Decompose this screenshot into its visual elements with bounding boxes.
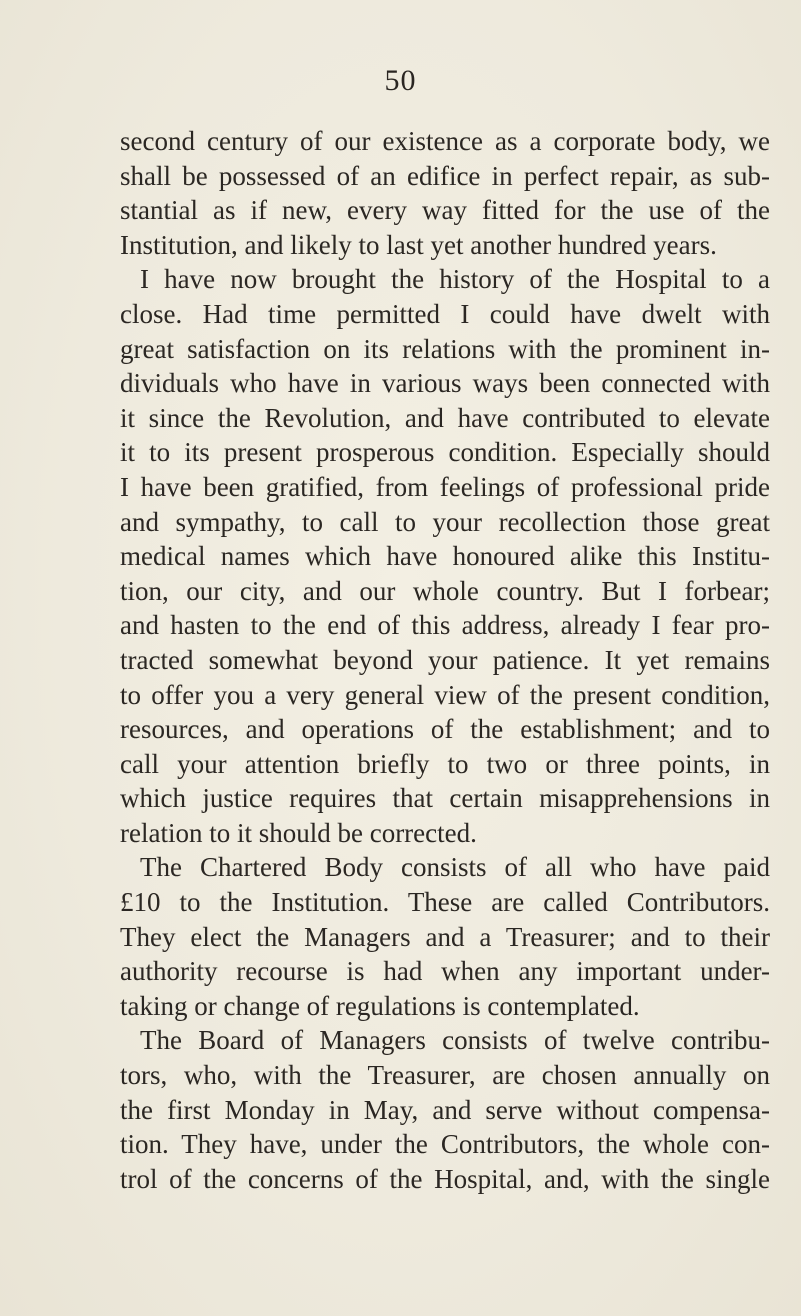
text-line: it since the Revolution, and have contributed to elevate	[120, 402, 770, 433]
text-line: trol of the concerns of the Hospital, and, with the single	[120, 1163, 770, 1194]
text-line: tion. They have, under the Contributors, the whole con-	[120, 1129, 770, 1160]
text-line: close. Had time permitted I could have dwelt with	[120, 298, 770, 329]
text-line: second century of our existence as a corporate body, we	[120, 126, 770, 156]
text-line: medical names which have honoured alike this Institu-	[120, 541, 770, 572]
text-line: and hasten to the end of this address, already I fear pro-	[120, 610, 770, 641]
text-line: tracted somewhat beyond your patience. It yet remains	[120, 644, 770, 675]
text-line: £10 to the Institution. These are called Contributors.	[120, 887, 770, 918]
text-line: dividuals who have in various ways been connected with	[120, 368, 770, 399]
text-line: the first Monday in May, and serve without compensa-	[120, 1094, 770, 1125]
text-line: great satisfaction on its relations with the prominent in-	[120, 333, 770, 364]
text-line: resources, and operations of the establishment; and to	[120, 714, 770, 745]
text-line: I have now brought the history of the Hospital to a	[140, 264, 770, 295]
text-line: shall be possessed of an edifice in perfect repair, as sub-	[120, 160, 770, 191]
text-line: to offer you a very general view of the present condition,	[120, 679, 770, 710]
page-number: 50	[384, 64, 417, 97]
body-text	[120, 124, 770, 1196]
text-line: relation to it should be corrected.	[120, 817, 477, 848]
text-line: it to its present prosperous condition. Especially should	[120, 437, 770, 468]
text-line: Institution, and likely to last yet another hundred years.	[120, 229, 717, 260]
text-line: call your attention briefly to two or three points, in	[120, 748, 770, 779]
text-line: authority recourse is had when any important under-	[120, 956, 770, 987]
text-line: tion, our city, and our whole country. But I forbear;	[120, 575, 770, 606]
text-line: The Chartered Body consists of all who have paid	[140, 852, 770, 883]
text-line: tors, who, with the Treasurer, are chosen annually on	[120, 1060, 770, 1091]
text-line: The Board of Managers consists of twelve contribu-	[140, 1025, 770, 1056]
text-line: taking or change of regulations is contemplated.	[120, 990, 640, 1021]
text-line: I have been gratified, from feelings of professional pride	[120, 471, 770, 502]
text-line: stantial as if new, every way fitted for the use of the	[120, 195, 770, 226]
text-line: and sympathy, to call to your recollection those great	[120, 506, 770, 537]
text-line: They elect the Managers and a Treasurer; and to their	[120, 921, 770, 952]
text-line: which justice requires that certain misapprehensions in	[120, 783, 770, 814]
